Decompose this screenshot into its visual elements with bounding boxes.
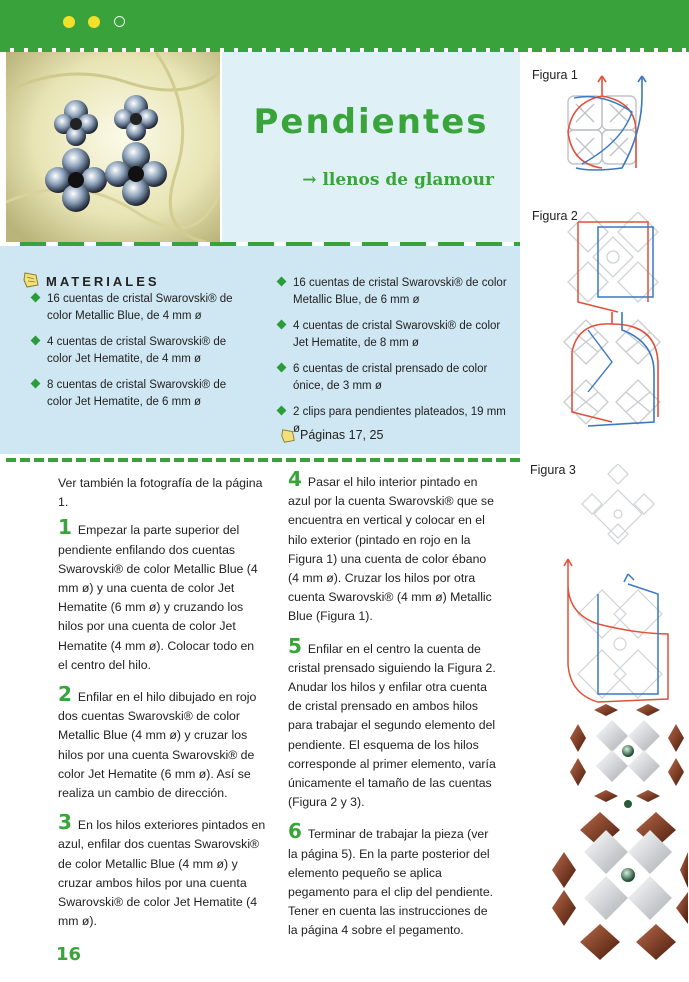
- material-item: 8 cuentas de cristal Swarovski® de color Jet Hematite, de 6 mm ø: [47, 377, 247, 411]
- yellow-dot-icon: [63, 16, 75, 28]
- step-3: 3 En los hilos exteriores pintados en azul, enfilar dos cuentas Swarovski® de color Metallic Blue (4 mm ø) y cruzar ambos hilos por una cuenta Swarovski® de color Jet Hematite (4 mm ø).: [58, 810, 266, 929]
- step-4: 4 Pasar el hilo interior pintado en azul por la cuenta Swarovski® que se encuentra en vertical y colocar en el hilo exterior (pintado en rojo en la Figura 1) una cuenta de color ébano (4 mm ø). Cruzar los hilos por otra cuenta Swarovski® (4 mm ø) Metallic Blue (Figura 1).: [288, 467, 494, 624]
- page-title: Pendientes: [253, 102, 489, 142]
- step-6: 6 Terminar de trabajar la pieza (ver la página 5). En la parte posterior del elemento pequeño se aplica pegamento para el clip del pendiente. Tener en cuenta las instrucciones de la página 4 sobre el pegamento.: [288, 819, 494, 938]
- green-dot-icon: [114, 16, 125, 27]
- yellow-dot-icon: [88, 16, 100, 28]
- figure-1-diagram: [562, 72, 682, 202]
- material-item: 16 cuentas de cristal Swarovski® de color Metallic Blue, de 4 mm ø: [47, 291, 247, 325]
- figure-3-diagram: [558, 464, 688, 714]
- materials-box: [0, 246, 520, 454]
- material-item: 16 cuentas de cristal Swarovski® de color Metallic Blue, de 6 mm ø: [293, 275, 508, 309]
- instructions-right-column: [288, 467, 498, 951]
- page-subtitle: → llenos de glamour: [302, 170, 494, 190]
- figure-2-label: Figura 2: [532, 209, 578, 223]
- pages-reference: Páginas 17, 25: [300, 428, 384, 442]
- earrings-photo: [6, 52, 220, 242]
- intro-text: Ver también la fotografía de la página 1.: [58, 476, 263, 510]
- earring-bead-illustration: [550, 702, 688, 982]
- material-item: 6 cuentas de cristal prensado de color ónice, de 3 mm ø: [293, 361, 508, 395]
- pages-icon: [280, 428, 296, 444]
- materials-bottom-divider: [6, 458, 520, 462]
- figures-column: [522, 52, 689, 982]
- figure-1-label: Figura 1: [532, 68, 578, 82]
- step-1: 1 Empezar la parte superior del pendiente enfilando dos cuentas Swarovski® de color Metallic Blue (4 mm ø) y una cuenta de color Jet Hematite (6 mm ø) y cruzando los hilos por una cuenta de color Jet Hematite (4 mm ø). Colocar todo en el centro del hilo.: [58, 515, 258, 672]
- material-item: 4 cuentas de cristal Swarovski® de color Jet Hematite, de 4 mm ø: [47, 334, 247, 368]
- top-banner: [0, 0, 689, 48]
- step-2: 2 Enfilar en el hilo dibujado en rojo dos cuentas Swarovski® de color Metallic Blue (4 mm ø) y cruzar los hilos por una cuenta Swarovski® de color Jet Hematite (6 mm ø). Así se realiza un cambio de dirección.: [58, 682, 257, 801]
- material-item: 2 clips para pendientes plateados, 19 mm ø: [293, 404, 508, 438]
- materials-heading: MATERIALES: [46, 274, 160, 289]
- material-item: 4 cuentas de cristal Swarovski® de color Jet Hematite, de 8 mm ø: [293, 318, 508, 352]
- page-number: 16: [56, 944, 82, 965]
- figure-3-label: Figura 3: [530, 463, 576, 477]
- materials-icon: [22, 271, 40, 289]
- figure-2-diagram: [558, 212, 688, 457]
- step-5: 5 Enfilar en el centro la cuenta de cristal prensado siguiendo la Figura 2. Anudar los hilos y enfilar otra cuenta de cristal prensado en ambos hilos para trabajar el segundo elemento del pendiente. El esquema de los hilos corresponde al primer elemento, varía únicamente el tamaño de las cuentas (Figura 2 y 3).: [288, 633, 496, 810]
- title-block: [222, 52, 520, 242]
- instructions-left-column: [58, 474, 266, 941]
